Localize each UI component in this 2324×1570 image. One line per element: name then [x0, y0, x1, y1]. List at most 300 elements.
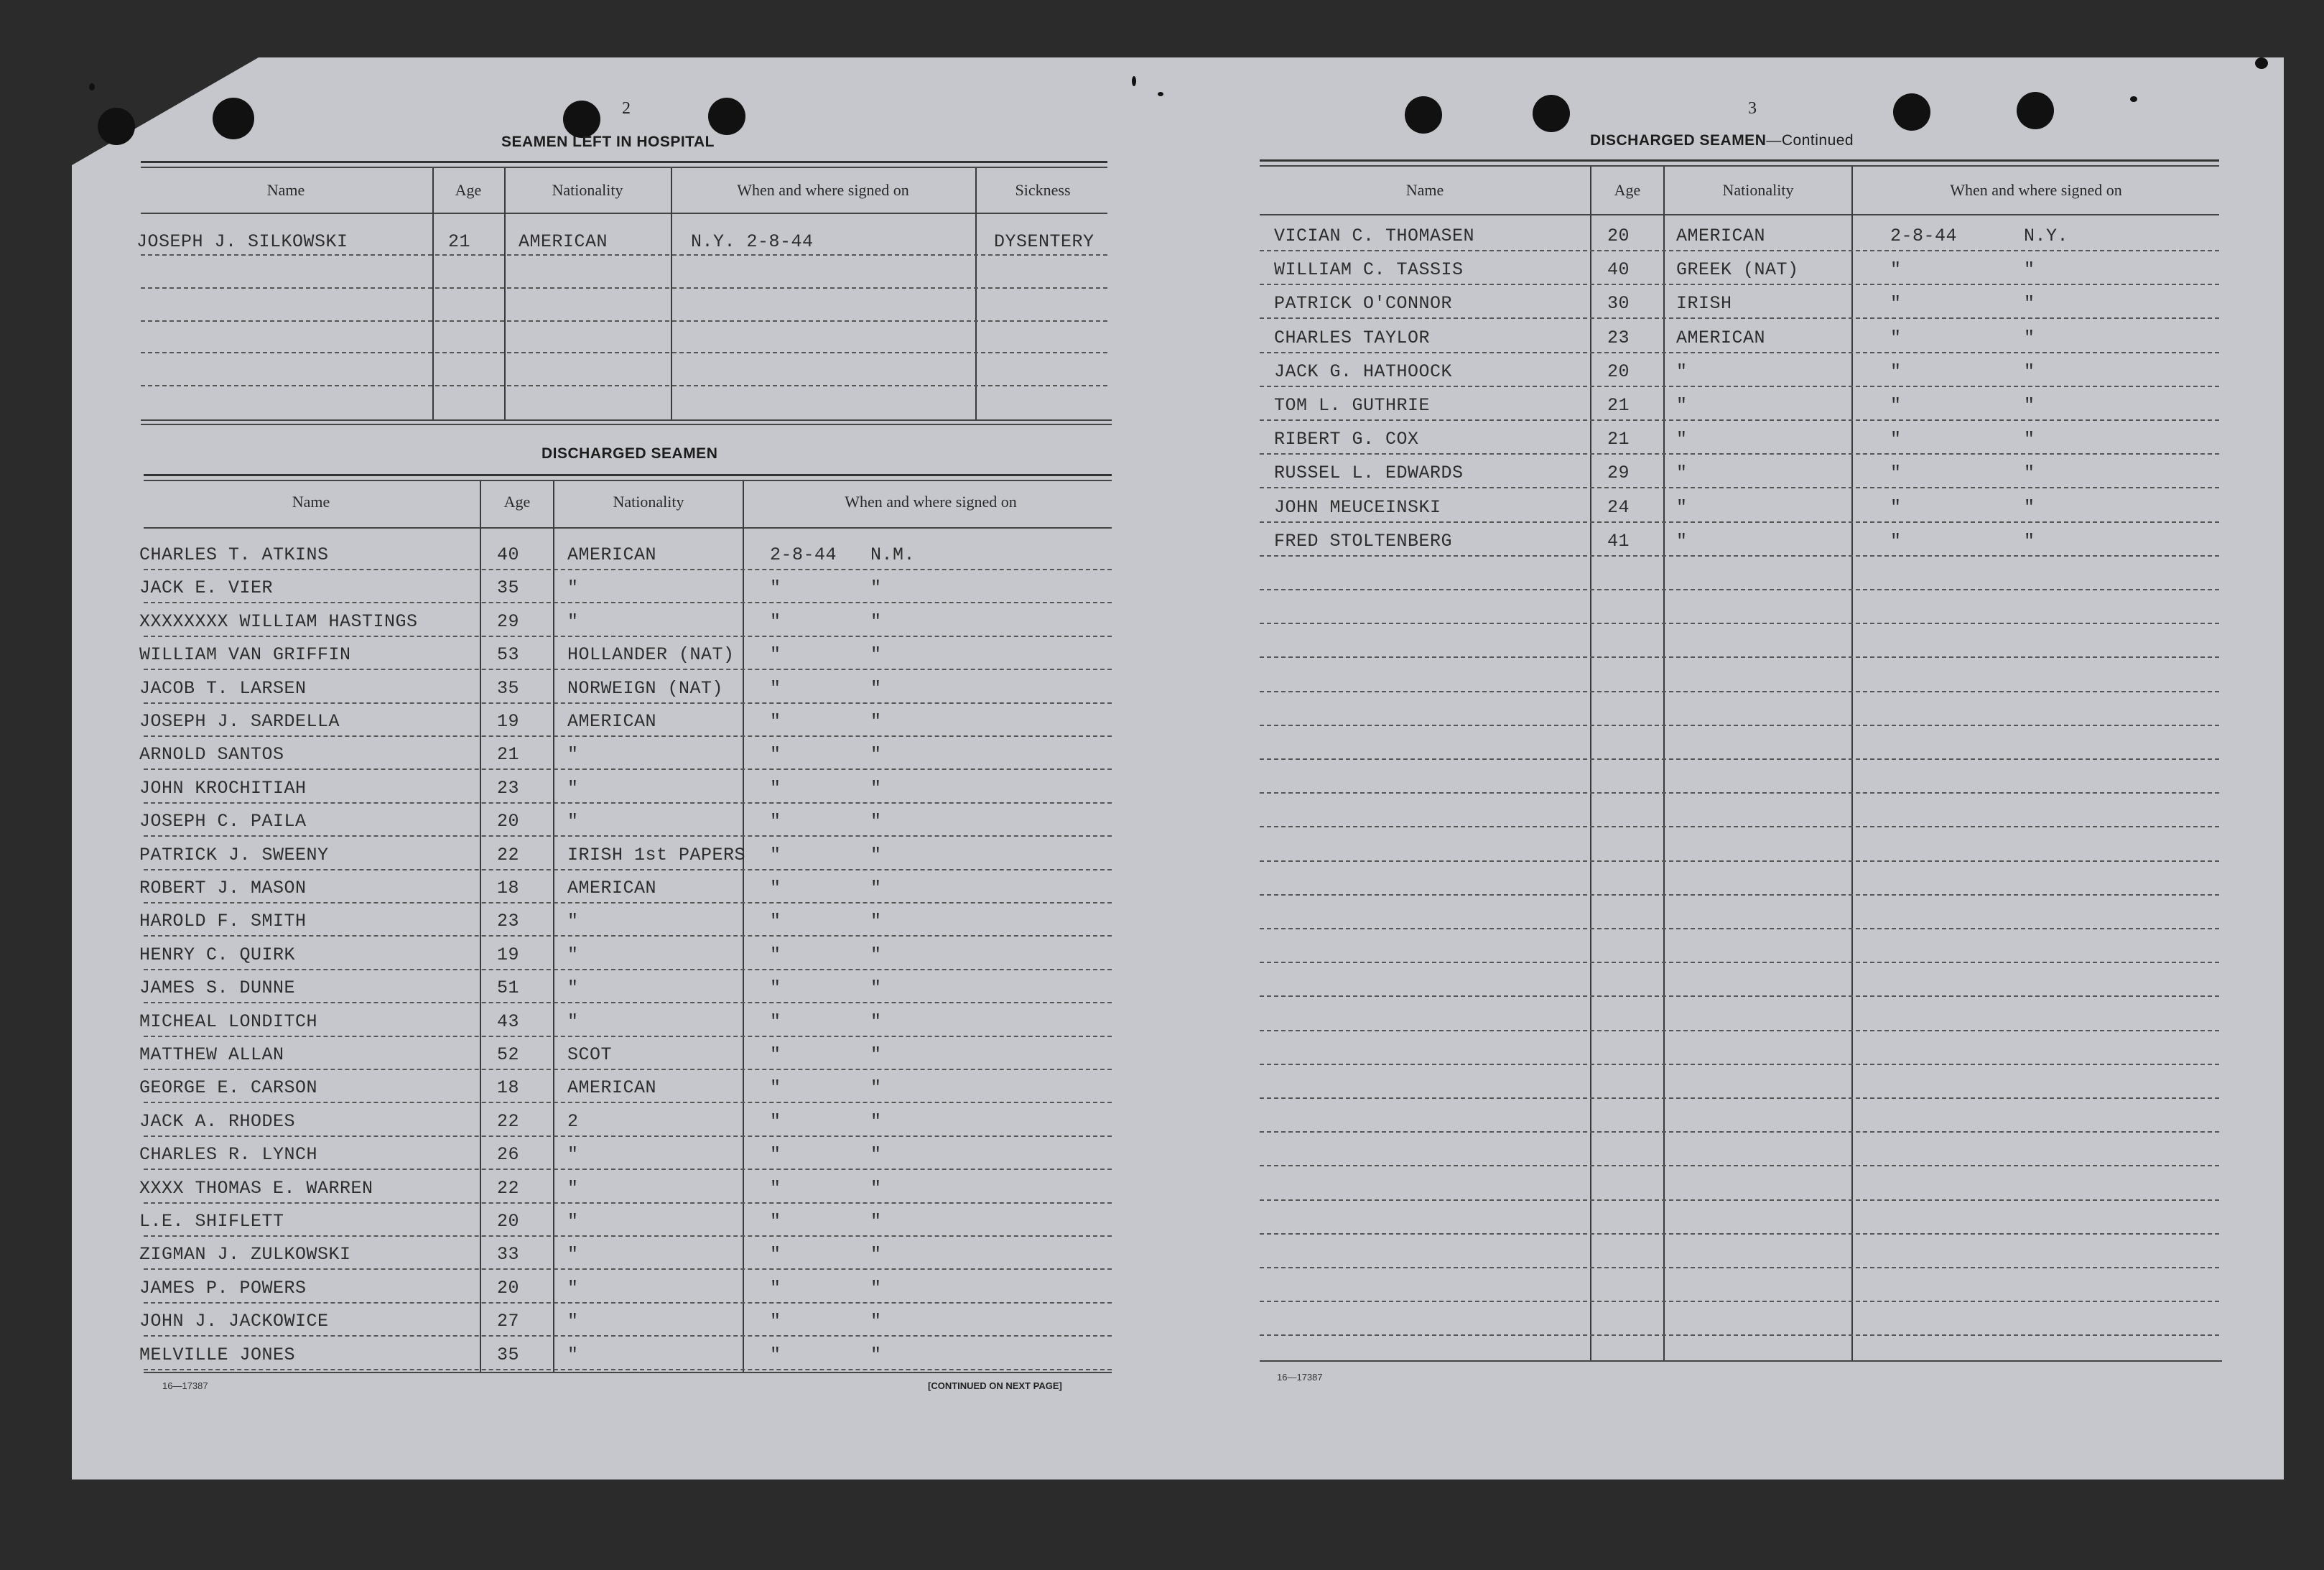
discharged-col-divider [743, 481, 744, 1372]
seaman-signed-date: " [1890, 395, 1902, 416]
right-row-rule [1260, 725, 2219, 726]
seaman-signed-date: " [770, 977, 781, 998]
seaman-signed-place: " [870, 1311, 882, 1332]
seaman-signed-place: " [870, 977, 882, 998]
seaman-signed-place: " [870, 1044, 882, 1065]
speck [1132, 76, 1136, 86]
seaman-nationality: " [567, 611, 579, 632]
seaman-name: PATRICK J. SWEENY [139, 845, 329, 865]
hospital-age: 21 [448, 231, 471, 252]
hospital-section-title: SEAMEN LEFT IN HOSPITAL [501, 134, 715, 150]
seaman-name: JAMES S. DUNNE [139, 977, 296, 998]
seaman-name: ARNOLD SANTOS [139, 744, 284, 765]
seaman-signed-place: " [870, 711, 882, 732]
right-row-rule [1260, 1064, 2219, 1065]
seaman-name: ROBERT J. MASON [139, 878, 307, 898]
seaman-age: 22 [497, 1111, 520, 1132]
seaman-name: JOHN MEUCEINSKI [1274, 497, 1441, 518]
seaman-name: JACK A. RHODES [139, 1111, 296, 1132]
discharged-row-rule [144, 869, 1112, 870]
right-row-rule [1260, 521, 2219, 523]
seaman-name: TOM L. GUTHRIE [1274, 395, 1431, 416]
speck [2255, 57, 2268, 69]
seaman-nationality: AMERICAN [1676, 226, 1766, 246]
right-header-name: Name [1405, 181, 1444, 199]
discharged-row-rule [144, 768, 1112, 770]
right-row-rule [1260, 1267, 2219, 1268]
seaman-age: 21 [1607, 395, 1630, 416]
right-row-rule [1260, 1334, 2219, 1336]
seaman-signed-place: " [2024, 395, 2035, 416]
seaman-signed-date: " [1890, 328, 1902, 348]
right-row-rule [1260, 1199, 2219, 1201]
discharged-row-rule [144, 935, 1112, 937]
seaman-signed-date: " [770, 1044, 781, 1065]
right-row-rule [1260, 250, 2219, 251]
seaman-signed-place: " [2024, 361, 2035, 382]
seaman-age: 23 [497, 911, 520, 932]
seaman-age: 40 [497, 544, 520, 565]
seaman-name: FRED STOLTENBERG [1274, 531, 1453, 552]
seaman-nationality: AMERICAN [1676, 328, 1766, 348]
seaman-signed-date: " [1890, 259, 1902, 280]
right-row-rule [1260, 995, 2219, 997]
right-header-age: Age [1614, 181, 1641, 199]
seaman-name: HAROLD F. SMITH [139, 911, 307, 932]
seaman-signed-date: " [1890, 429, 1902, 450]
right-header-when: When and where signed on [1950, 181, 2122, 199]
seaman-signed-date: " [770, 778, 781, 799]
discharged-row-rule [144, 835, 1112, 837]
title-continued: —Continued [1766, 132, 1854, 149]
punch-hole [213, 98, 254, 139]
hospital-name: JOSEPH J. SILKOWSKI [136, 231, 348, 252]
seaman-age: 21 [1607, 429, 1630, 450]
seaman-signed-date: " [770, 744, 781, 765]
seaman-signed-place: " [870, 1111, 882, 1132]
seaman-signed-place: " [870, 944, 882, 965]
seaman-age: 29 [497, 611, 520, 632]
seaman-signed-date: " [1890, 361, 1902, 382]
right-row-rule [1260, 284, 2219, 285]
seaman-signed-place: " [870, 778, 882, 799]
seaman-signed-date: 2-8-44 [1890, 226, 1958, 246]
seaman-nationality: " [567, 577, 579, 598]
seaman-nationality: " [567, 944, 579, 965]
seaman-name: XXXXXXXX WILLIAM HASTINGS [139, 611, 418, 632]
punch-hole [708, 98, 745, 135]
seaman-age: 21 [497, 744, 520, 765]
seaman-name: WILLIAM C. TASSIS [1274, 259, 1464, 280]
discharged-row-rule [144, 702, 1112, 704]
discharged-row-rule [144, 1169, 1112, 1170]
discharged-row-rule [144, 1268, 1112, 1270]
hospital-when: N.Y. 2-8-44 [691, 231, 814, 252]
right-row-rule [1260, 487, 2219, 488]
right-table-bottom-rule [1260, 1360, 2222, 1362]
seaman-signed-place: " [870, 811, 882, 832]
seaman-signed-place: " [870, 611, 882, 632]
seaman-signed-date: " [1890, 463, 1902, 483]
discharged-row-rule [144, 1002, 1112, 1003]
seaman-signed-date: " [1890, 293, 1902, 314]
right-row-rule [1260, 1233, 2219, 1235]
discharged-continued-title [1590, 132, 1854, 149]
seaman-age: 29 [1607, 463, 1630, 483]
seaman-name: JACOB T. LARSEN [139, 678, 307, 699]
seaman-age: 35 [497, 678, 520, 699]
hospital-row-rule [141, 352, 1107, 353]
seaman-nationality: " [567, 1244, 579, 1265]
speck [2130, 96, 2137, 102]
punch-hole [2017, 92, 2054, 129]
discharged-row-rule [144, 1202, 1112, 1204]
discharged-row-rule [144, 1036, 1112, 1037]
seaman-name: JAMES P. POWERS [139, 1278, 307, 1299]
hospital-header-age: Age [455, 181, 482, 199]
hospital-nationality: AMERICAN [519, 231, 608, 252]
seaman-nationality: " [567, 911, 579, 932]
seaman-age: 18 [497, 1077, 520, 1098]
right-row-rule [1260, 962, 2219, 963]
seaman-signed-place: " [2024, 259, 2035, 280]
punch-hole [98, 108, 135, 145]
right-row-rule [1260, 1030, 2219, 1031]
seaman-nationality: " [1676, 531, 1688, 552]
seaman-name: RUSSEL L. EDWARDS [1274, 463, 1464, 483]
discharged-header-when: When and where signed on [845, 493, 1017, 511]
seaman-age: 20 [497, 1211, 520, 1232]
seaman-age: 19 [497, 711, 520, 732]
seaman-nationality: GREEK (NAT) [1676, 259, 1799, 280]
seaman-age: 27 [497, 1311, 520, 1332]
seaman-age: 35 [497, 577, 520, 598]
seaman-signed-place: " [870, 845, 882, 865]
seaman-name: CHARLES T. ATKINS [139, 544, 329, 565]
seaman-signed-place: " [870, 577, 882, 598]
seaman-name: MATTHEW ALLAN [139, 1044, 284, 1065]
discharged-row-rule [144, 1335, 1112, 1337]
seaman-signed-place: " [870, 744, 882, 765]
right-row-rule [1260, 758, 2219, 760]
right-row-rule [1260, 1165, 2219, 1166]
seaman-nationality: " [1676, 429, 1688, 450]
right-col-divider [1851, 167, 1853, 1360]
seaman-nationality: NORWEIGN (NAT) [567, 678, 724, 699]
discharged-row-rule [144, 1102, 1112, 1103]
seaman-age: 35 [497, 1344, 520, 1365]
seaman-nationality: IRISH 1st PAPERS [567, 845, 746, 865]
discharged-header-rule [144, 527, 1112, 529]
seaman-name: JACK E. VIER [139, 577, 274, 598]
page-number-left: 2 [622, 99, 631, 118]
seaman-nationality: " [567, 977, 579, 998]
seaman-nationality: " [567, 1278, 579, 1299]
seaman-name: JOHN J. JACKOWICE [139, 1311, 329, 1332]
seaman-signed-place: " [870, 1211, 882, 1232]
seaman-age: 30 [1607, 293, 1630, 314]
seaman-nationality: IRISH [1676, 293, 1732, 314]
hospital-row-rule [141, 320, 1107, 322]
seaman-signed-place: " [2024, 497, 2035, 518]
seaman-age: 53 [497, 644, 520, 665]
seaman-signed-date: " [770, 1211, 781, 1232]
seaman-signed-date: " [770, 911, 781, 932]
seaman-nationality: AMERICAN [567, 711, 657, 732]
seaman-signed-place: " [870, 1178, 882, 1199]
form-code-left: 16—17387 [162, 1380, 208, 1391]
page-number-right: 3 [1748, 99, 1757, 118]
punch-hole [1893, 93, 1930, 131]
seaman-age: 24 [1607, 497, 1630, 518]
seaman-name: MICHEAL LONDITCH [139, 1011, 318, 1032]
right-row-rule [1260, 826, 2219, 827]
hospital-table-bottom-rule [141, 419, 1112, 421]
seaman-signed-date: " [770, 811, 781, 832]
seaman-signed-date: 2-8-44 [770, 544, 837, 565]
title-main: DISCHARGED SEAMEN [1590, 132, 1767, 149]
seaman-age: 26 [497, 1144, 520, 1165]
seaman-nationality: " [567, 1011, 579, 1032]
right-row-rule [1260, 691, 2219, 692]
right-table-top-rule [1260, 159, 2219, 162]
seaman-signed-place: " [2024, 531, 2035, 552]
seaman-signed-date: " [770, 1011, 781, 1032]
discharged-col-divider [553, 481, 554, 1372]
discharged-row-rule [144, 569, 1112, 570]
seaman-signed-date: " [770, 1244, 781, 1265]
seaman-signed-date: " [770, 1144, 781, 1165]
discharged-section-title: DISCHARGED SEAMEN [542, 445, 718, 462]
discharged-table-top-rule [144, 474, 1112, 476]
seaman-age: 22 [497, 845, 520, 865]
hospital-header-rule [141, 213, 1107, 214]
seaman-nationality: HOLLANDER (NAT) [567, 644, 735, 665]
discharged-row-rule [144, 1069, 1112, 1070]
hospital-header-nationality: Nationality [552, 181, 623, 199]
right-row-rule [1260, 1301, 2219, 1302]
right-table-top-rule-2 [1260, 165, 2219, 167]
seaman-signed-place: " [870, 1344, 882, 1365]
right-row-rule [1260, 860, 2219, 862]
seaman-signed-date: " [770, 1111, 781, 1132]
hospital-row-rule [141, 385, 1107, 386]
right-row-rule [1260, 1131, 2219, 1133]
form-code-right: 16—17387 [1277, 1372, 1323, 1383]
seaman-signed-date: " [770, 944, 781, 965]
seaman-nationality: " [567, 1311, 579, 1332]
discharged-col-divider [480, 481, 481, 1372]
seaman-age: 18 [497, 878, 520, 898]
seaman-signed-place: " [2024, 328, 2035, 348]
seaman-name: CHARLES TAYLOR [1274, 328, 1431, 348]
right-row-rule [1260, 928, 2219, 929]
seaman-name: L.E. SHIFLETT [139, 1211, 284, 1232]
punch-hole [563, 101, 600, 138]
hospital-row-rule [141, 287, 1107, 289]
seaman-signed-date: " [770, 1311, 781, 1332]
hospital-col-divider [671, 168, 672, 419]
hospital-header-name: Name [266, 181, 305, 199]
seaman-nationality: AMERICAN [567, 1077, 657, 1098]
seaman-nationality: " [1676, 395, 1688, 416]
seaman-age: 33 [497, 1244, 520, 1265]
seaman-signed-date: " [770, 577, 781, 598]
discharged-row-rule [144, 1369, 1112, 1370]
seaman-name: XXXX THOMAS E. WARREN [139, 1178, 373, 1199]
seaman-signed-date: " [1890, 531, 1902, 552]
seaman-nationality: AMERICAN [567, 544, 657, 565]
seaman-name: RIBERT G. COX [1274, 429, 1419, 450]
seaman-signed-place: " [870, 1011, 882, 1032]
seaman-signed-place: " [870, 1278, 882, 1299]
seaman-age: 40 [1607, 259, 1630, 280]
seaman-nationality: " [567, 778, 579, 799]
discharged-row-rule [144, 902, 1112, 904]
hospital-table-top-rule [141, 161, 1107, 163]
seaman-signed-place: " [2024, 429, 2035, 450]
discharged-row-rule [144, 669, 1112, 670]
seaman-age: 52 [497, 1044, 520, 1065]
seaman-name: HENRY C. QUIRK [139, 944, 296, 965]
discharged-table-bottom-rule [144, 1372, 1112, 1373]
discharged-row-rule [144, 636, 1112, 637]
seaman-age: 23 [497, 778, 520, 799]
discharged-header-age: Age [503, 493, 531, 511]
punch-hole [1405, 96, 1442, 134]
discharged-row-rule [144, 602, 1112, 603]
seaman-age: 19 [497, 944, 520, 965]
seaman-signed-date: " [770, 845, 781, 865]
right-row-rule [1260, 894, 2219, 896]
seaman-signed-date: " [770, 1344, 781, 1365]
seaman-name: JACK G. HATHOOCK [1274, 361, 1453, 382]
right-row-rule [1260, 792, 2219, 794]
seaman-age: 22 [497, 1178, 520, 1199]
hospital-row-rule [141, 254, 1107, 256]
seaman-nationality: SCOT [567, 1044, 613, 1065]
right-row-rule [1260, 589, 2219, 590]
hospital-col-divider [504, 168, 506, 419]
seaman-age: 41 [1607, 531, 1630, 552]
seaman-name: JOSEPH J. SARDELLA [139, 711, 340, 732]
right-row-rule [1260, 555, 2219, 557]
right-row-rule [1260, 1097, 2219, 1099]
right-header-nationality: Nationality [1722, 181, 1794, 199]
right-row-rule [1260, 317, 2219, 319]
seaman-signed-place: " [870, 1077, 882, 1098]
seaman-signed-place: " [870, 644, 882, 665]
seaman-signed-date: " [770, 611, 781, 632]
discharged-row-rule [144, 1135, 1112, 1137]
hospital-header-when: When and where signed on [737, 181, 909, 199]
seaman-signed-date: " [770, 1077, 781, 1098]
discharged-row-rule [144, 1235, 1112, 1237]
speck [1158, 92, 1163, 96]
seaman-nationality: " [567, 1344, 579, 1365]
seaman-age: 23 [1607, 328, 1630, 348]
seaman-name: JOHN KROCHITIAH [139, 778, 307, 799]
hospital-col-divider [975, 168, 977, 419]
seaman-nationality: " [1676, 361, 1688, 382]
seaman-nationality: " [567, 1178, 579, 1199]
right-col-divider [1663, 167, 1665, 1360]
seaman-signed-date: " [770, 644, 781, 665]
seaman-nationality: " [567, 1144, 579, 1165]
seaman-age: 20 [1607, 226, 1630, 246]
seaman-age: 51 [497, 977, 520, 998]
seaman-name: CHARLES R. LYNCH [139, 1144, 318, 1165]
seaman-signed-date: " [770, 878, 781, 898]
seaman-signed-date: " [770, 678, 781, 699]
seaman-signed-date: " [770, 711, 781, 732]
right-header-rule [1260, 214, 2219, 215]
punch-hole [1533, 95, 1570, 132]
hospital-table-bottom-rule-2 [141, 424, 1112, 425]
discharged-header-nationality: Nationality [613, 493, 684, 511]
discharged-row-rule [144, 802, 1112, 804]
right-row-rule [1260, 623, 2219, 624]
right-col-divider [1590, 167, 1591, 1360]
seaman-nationality: 2 [567, 1111, 579, 1132]
seaman-name: GEORGE E. CARSON [139, 1077, 318, 1098]
seaman-name: WILLIAM VAN GRIFFIN [139, 644, 351, 665]
seaman-age: 43 [497, 1011, 520, 1032]
seaman-name: VICIAN C. THOMASEN [1274, 226, 1475, 246]
seaman-signed-place: N.M. [870, 544, 916, 565]
seaman-nationality: " [567, 811, 579, 832]
discharged-row-rule [144, 1302, 1112, 1304]
right-row-rule [1260, 453, 2219, 455]
seaman-signed-place: N.Y. [2024, 226, 2069, 246]
seaman-age: 20 [497, 811, 520, 832]
seaman-nationality: AMERICAN [567, 878, 657, 898]
hospital-table-top-rule-2 [141, 167, 1107, 168]
hospital-col-divider [432, 168, 434, 419]
seaman-age: 20 [497, 1278, 520, 1299]
seaman-name: JOSEPH C. PAILA [139, 811, 307, 832]
seaman-name: MELVILLE JONES [139, 1344, 296, 1365]
seaman-signed-place: " [2024, 293, 2035, 314]
seaman-nationality: " [1676, 463, 1688, 483]
seaman-signed-date: " [1890, 497, 1902, 518]
discharged-row-rule [144, 969, 1112, 970]
hospital-sickness: DYSENTERY [994, 231, 1094, 252]
continued-note: [CONTINUED ON NEXT PAGE] [928, 1380, 1062, 1391]
right-row-rule [1260, 352, 2219, 353]
hospital-header-sickness: Sickness [1015, 181, 1071, 199]
right-row-rule [1260, 419, 2219, 421]
seaman-nationality: " [567, 1211, 579, 1232]
seaman-name: PATRICK O'CONNOR [1274, 293, 1453, 314]
seaman-name: ZIGMAN J. ZULKOWSKI [139, 1244, 351, 1265]
seaman-signed-place: " [2024, 463, 2035, 483]
seaman-signed-place: " [870, 1144, 882, 1165]
seaman-age: 20 [1607, 361, 1630, 382]
seaman-nationality: " [567, 744, 579, 765]
seaman-nationality: " [1676, 497, 1688, 518]
seaman-signed-date: " [770, 1278, 781, 1299]
seaman-signed-place: " [870, 911, 882, 932]
seaman-signed-date: " [770, 1178, 781, 1199]
seaman-signed-place: " [870, 878, 882, 898]
right-row-rule [1260, 656, 2219, 658]
discharged-header-name: Name [292, 493, 330, 511]
discharged-table-top-rule-2 [144, 480, 1112, 481]
discharged-row-rule [144, 735, 1112, 737]
speck [89, 83, 95, 90]
right-row-rule [1260, 386, 2219, 387]
